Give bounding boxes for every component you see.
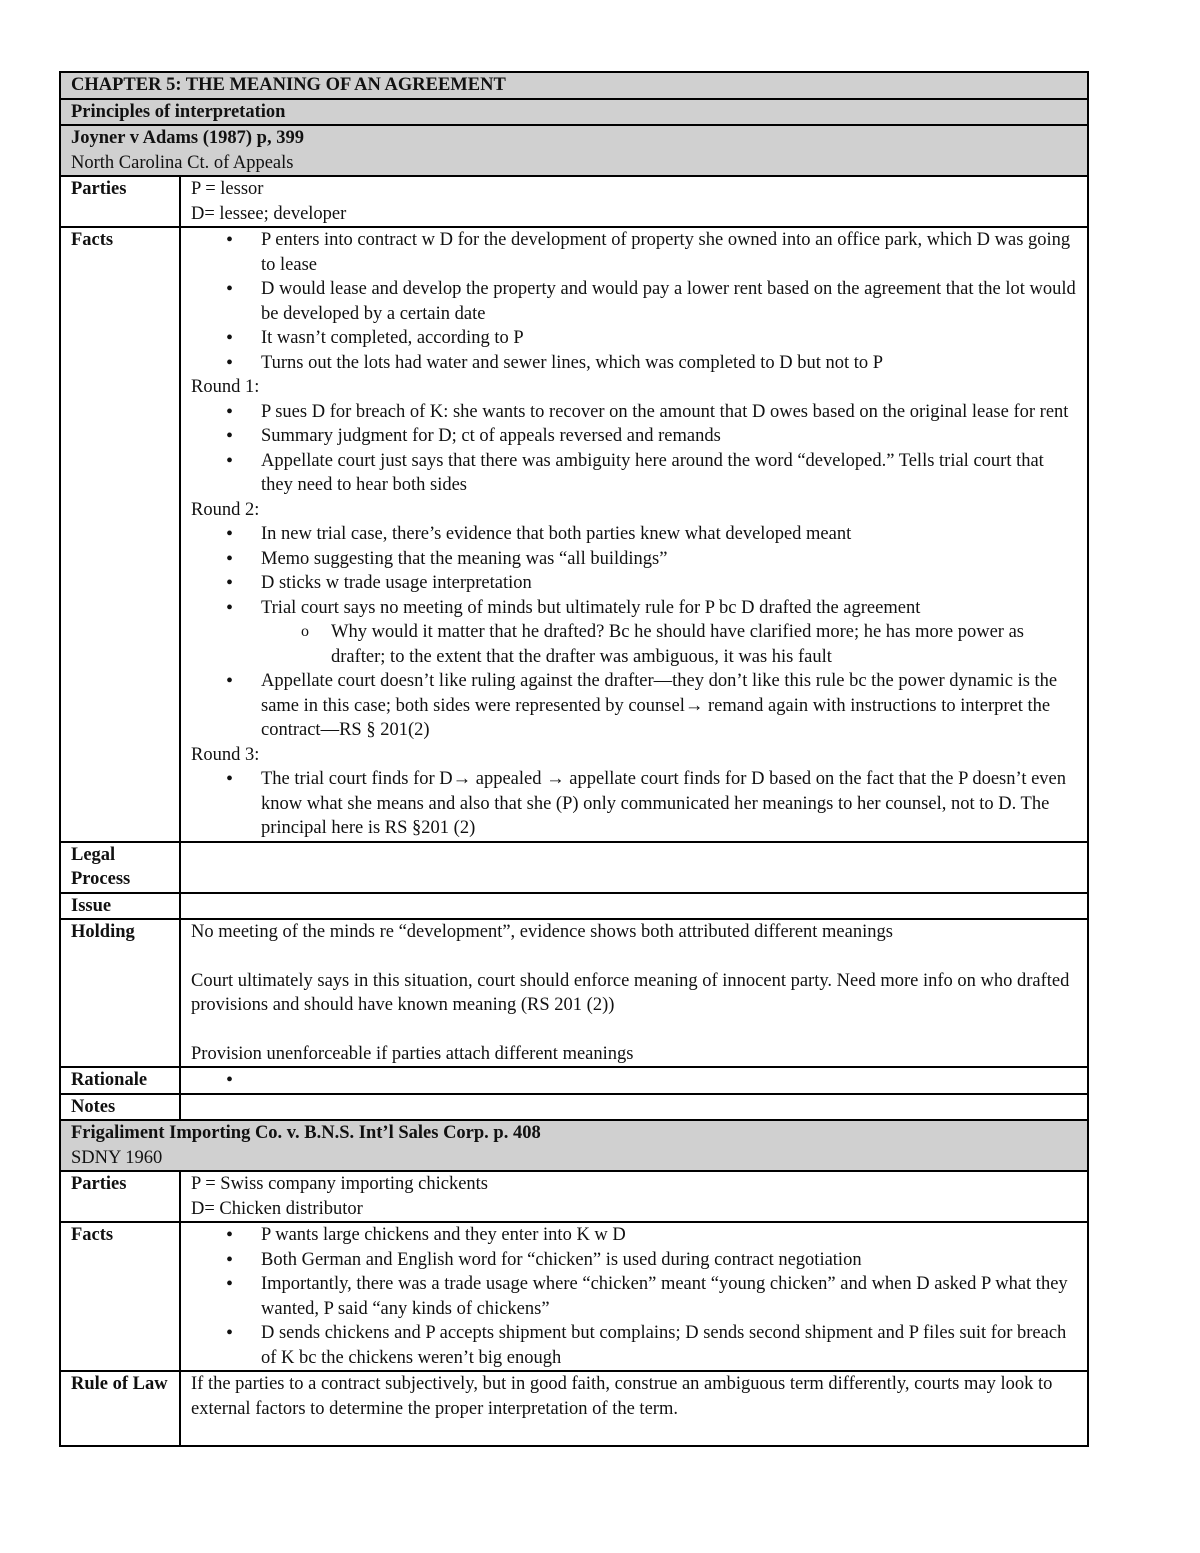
case2-rule-row [60,1371,1088,1446]
list-item: • Appellate court doesn’t like ruling against the drafter—they don’t like this rule bc the power dynamic is the same in this case; both sides were represented by counsel→ remand again with instructions to interpret the contract—RS § 201(2) [261,669,1077,743]
section-title: Principles of interpretation [60,99,1088,126]
case1-holding-row [60,919,1088,1067]
case2-rule-label: Rule of Law [60,1371,180,1446]
case2-party-d: D= Chicken distributor [191,1198,363,1219]
list-item: • Summary judgment for D; ct of appeals reversed and remands [261,424,1077,449]
round3-list [191,767,1077,841]
list-item: • In new trial case, there’s evidence that both parties knew what developed meant [261,522,1077,547]
case1-rationale-row [60,1067,1088,1094]
round2-sublist [261,620,1077,669]
case2-facts [180,1222,1088,1371]
chapter-header-row [60,72,1088,99]
case1-legal-process-label: Legal Process [60,842,180,893]
case1-notes [180,1094,1088,1121]
list-item [261,596,1077,670]
case1-issue-label: Issue [60,893,180,920]
case2-facts-label: Facts [60,1222,180,1371]
case1-holding-label: Holding [60,919,180,1067]
list-item: • Memo suggesting that the meaning was “all buildings” [261,547,1077,572]
case2-rule-of-law: If the parties to a contract subjectively, but in good faith, construe an ambiguous term differently, courts may look to external factors to determine the proper interpretation of the term. [180,1371,1088,1446]
case1-facts [180,227,1088,842]
case1-facts-label: Facts [60,227,180,842]
rationale-list [191,1068,1077,1093]
case1-legal-process [180,842,1088,893]
case1-notes-row [60,1094,1088,1121]
holding-para: Court ultimately says in this situation, court should enforce meaning of innocent party. Need more info on who drafted provisions and should have known meaning (RS 201 (2)) [191,970,1070,1015]
case2-parties-label: Parties [60,1171,180,1222]
chapter-title: CHAPTER 5: THE MEANING OF AN AGREEMENT [60,72,1088,99]
case1-rationale-label: Rationale [60,1067,180,1094]
case2-parties-row [60,1171,1088,1222]
case-brief-document [59,71,1087,1447]
case1-facts-intro-list [191,228,1077,375]
list-item: • D would lease and develop the property and would pay a lower rent based on the agreement that the lot would be developed by a certain date [261,277,1077,326]
case1-header [60,125,1088,176]
list-item: • It wasn’t completed, according to P [261,326,1077,351]
sub-list-item: o Why would it matter that he drafted? Bc he should have clarified more; he has more power as drafter; to the extent that the drafter was ambiguous, it was his fault [331,620,1077,669]
case1-issue [180,893,1088,920]
case1-parties [180,176,1088,227]
holding-para: Provision unenforceable if parties attach different meanings [191,1043,634,1064]
section-header-row [60,99,1088,126]
case1-title: Joyner v Adams (1987) p, 399 [71,128,304,148]
list-item: • D sticks w trade usage interpretation [261,571,1077,596]
case1-court: North Carolina Ct. of Appeals [71,152,294,173]
case1-parties-label: Parties [60,176,180,227]
case1-party-p: P = lessor [191,179,264,199]
list-item: • Turns out the lots had water and sewer lines, which was completed to D but not to P [261,351,1077,376]
round2-list [191,522,1077,743]
list-item: • The trial court finds for D→ appealed → appellate court finds for D based on the fact that the P doesn’t even know what she means and also that she (P) only communicated her meanings to her counsel, not to D. The principal here is RS §201 (2) [261,767,1077,841]
round1-list [191,400,1077,498]
case2-title: Frigaliment Importing Co. v. B.N.S. Int’l Sales Corp. p. 408 [71,1123,541,1143]
case1-issue-row [60,893,1088,920]
case2-facts-row [60,1222,1088,1371]
round1-label: Round 1: [191,377,260,397]
case-brief-table [59,71,1089,1447]
case2-party-p: P = Swiss company importing chickents [191,1174,488,1194]
list-item: • Appellate court just says that there was ambiguity here around the word “developed.” Tells trial court that they need to hear both sides [261,449,1077,498]
list-item: • P enters into contract w D for the development of property she owned into an office park, which D was going to lease [261,228,1077,277]
list-item: • P wants large chickens and they enter into K w D [261,1223,1077,1248]
holding-para: No meeting of the minds re “development”, evidence shows both attributed different meanings [191,922,893,942]
case1-parties-row [60,176,1088,227]
round2-label: Round 2: [191,499,260,520]
list-item: • P sues D for breach of K: she wants to recover on the amount that D owes based on the original lease for rent [261,400,1077,425]
list-item: • D sends chickens and P accepts shipment but complains; D sends second shipment and P files suit for breach of K bc the chickens weren’t big enough [261,1321,1077,1370]
case1-party-d: D= lessee; developer [191,203,347,224]
case1-rationale [180,1067,1088,1094]
round3-label: Round 3: [191,744,260,765]
case1-notes-label: Notes [60,1094,180,1121]
case2-court: SDNY 1960 [71,1147,163,1168]
list-item [261,1068,1077,1093]
case2-facts-list [191,1223,1077,1370]
list-item: • Importantly, there was a trade usage where “chicken” meant “young chicken” and when D asked P what they wanted, P said “any kinds of chickens” [261,1272,1077,1321]
case1-holding [180,919,1088,1067]
round2-trial-court-item: Trial court says no meeting of minds but ultimately rule for P bc D drafted the agreement [261,597,921,618]
case2-header-row [60,1120,1088,1171]
case2-parties [180,1171,1088,1222]
case1-header-row [60,125,1088,176]
case2-header [60,1120,1088,1171]
case1-facts-row [60,227,1088,842]
case1-legal-process-row [60,842,1088,893]
list-item: • Both German and English word for “chicken” is used during contract negotiation [261,1248,1077,1273]
